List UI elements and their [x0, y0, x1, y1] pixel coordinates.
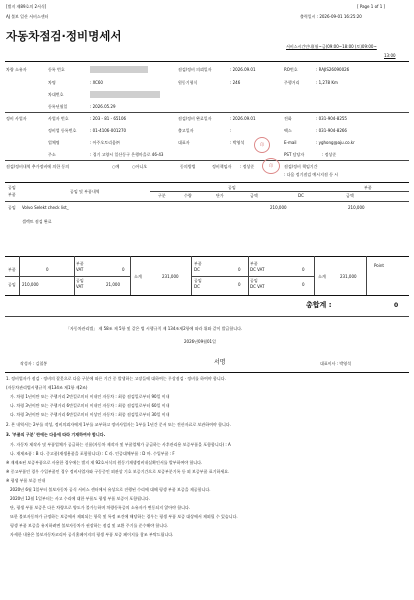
note-1: 1. 정비업자가 점검 · 정비의 잘못으로 다음 구분에 따른 기간 중 발생하는 고장들에 대하여는 무상점검 · 정비를 하여야 합니다. [6, 376, 226, 381]
mileage-value: : 1,278 Km [316, 80, 338, 85]
model-value: : XC60 [90, 80, 103, 85]
grand-total-value: 0 [394, 302, 399, 309]
parts-vat-label: 부품 [76, 261, 84, 266]
divider [5, 61, 409, 62]
row-kind: 공임 [8, 205, 16, 210]
col-sub-dc: DC [298, 193, 304, 198]
redacted-vin [90, 91, 160, 98]
writer-label: 작성자 : 김철봉 [20, 361, 48, 366]
extra-request-label: 점검/정비내역 추가정비에 의한 동의 [6, 164, 70, 169]
row-name: 셀렉트 점검 완료 [22, 219, 52, 224]
col-kind-header-parts: 부품 [8, 192, 16, 197]
biz-no-value: : 203 - 81 - 65106 [90, 116, 127, 121]
page-indicator: [ Page 1 of 1 ] [357, 4, 386, 9]
divider [366, 256, 367, 295]
pst-value: : 정상준 [322, 152, 337, 157]
subtotal-value: 231,000 [162, 274, 179, 279]
business-section-label: 정비 사업자 [6, 116, 27, 121]
note-3a: 가. 자동차 제작사 및 부품업체가 공급하는 신품(자동차 제작자 및 부품업체가 공급하는 사후관리용 보증부품을 포함합니다) : A [10, 442, 231, 447]
parts-dc-vat-label-2: DC VAT [250, 267, 265, 272]
email-value: : yghong@aju.co.kr [316, 140, 355, 145]
col-name-header: 공임 및 부품내역 [70, 189, 100, 194]
fax-label: 팩스 [284, 128, 292, 133]
parts-dc-label: 부품 [194, 261, 202, 266]
parts-dc-vat-label: 부품 [250, 261, 258, 266]
license-value: : 01-4106-001270 [90, 128, 127, 133]
point-label: Point [374, 263, 384, 268]
labor-vat-label: 공임 [76, 278, 84, 283]
ro-value: : RAJIS26090026 [316, 67, 350, 72]
parts-value: 0 [46, 267, 49, 272]
note-warranty-3: 단, 평생 부품 보증은 다른 차량으로 양도가 불가능하며 차량등록증의 소유자가 변동되지 않아야 합니다. [10, 505, 191, 510]
complete-date-label: 점검/정비 완료일자 [178, 116, 212, 121]
engine-label: 원동기형식 [178, 80, 198, 85]
redacted-reg-no [90, 66, 148, 73]
reg-no-label: 등록 번호 [48, 67, 65, 72]
warranty-value: : 다음 정기점검 예시지점 등 시 [284, 172, 339, 177]
phone-value: : 031-904-8255 [316, 116, 347, 121]
mileage-label: 주행거리 [284, 80, 300, 85]
signature-seal: 印 [262, 158, 280, 174]
row-amount: 210,000 [270, 205, 287, 210]
biz-no-label: 사업자 번호 [48, 116, 69, 121]
fax-value: : 031-904-8266 [316, 128, 347, 133]
model-label: 차명 [48, 80, 56, 85]
labor-dc-value: 0 [238, 282, 241, 287]
labor-dc-vat-value: 0 [302, 282, 305, 287]
phone-label: 전화 [284, 116, 292, 121]
company-seal: 印 [254, 137, 270, 153]
note-warranty-title: ※ 평생 부품 보증 안내 [6, 478, 46, 483]
note-remark-1: ※ 재제조된 보증부품으로 사용한 경우에는 별지 제 92호서식의 원동기재생정비내실확인서를 발부하여야 합니다. [6, 460, 203, 465]
col-parts-header: 부품 [364, 185, 372, 190]
note-1c: 다. 차령 3년이만 또는 주행거리 6만킬로미터 이상인 자동차 : 최종 점검일로부터 30일 이내 [10, 412, 170, 417]
warranty-label: 점검/정비 책임기간 [284, 164, 318, 169]
parts-vat-value: 0 [122, 267, 125, 272]
divider [5, 160, 409, 161]
reg-date-label: 등록년월일 [48, 104, 68, 109]
note-1a: 가. 차령 1년이만 또는 주행거리 2만킬로미터 이내인 자동차 : 최종 점검일로부터 90일 이내 [10, 394, 170, 399]
note-warranty-1: 2020년 6월 1일부터 볼보자동차 공식 서비스 센터에서 유상으로 진행된 수리에 대해 평생 부품 보증을 제공합니다. [10, 487, 211, 492]
rep-label: 대표자 [178, 140, 190, 145]
divider [5, 372, 409, 373]
col-kind-header: 공임 [8, 185, 16, 190]
labor-dc-label-2: DC [194, 284, 200, 289]
divider [191, 276, 315, 277]
statement-text: 「자동차관리법」 제 58조 제 5항 및 같은 법 시행규칙 제 134조제2항에 따라 위와 같이 발급합니다. [66, 326, 243, 331]
col-sub-amount: 금액 [250, 193, 258, 198]
col-labor-header: 공임 [228, 185, 236, 190]
note-warranty-5: 평생 부품 보증을 유지하려면 볼보자동차가 권장하는 점검 및 교환 주기를 준수해야 합니다. [10, 523, 169, 528]
parts-label: 부품 [8, 267, 16, 272]
writer-signature: 서명 [214, 359, 226, 366]
sa-label: 정비책임자 [212, 164, 232, 169]
col-sub-net: 금액 [346, 193, 354, 198]
delivery-date-value: : [230, 128, 232, 133]
note-1b: 나. 차령 3년이만 또는 주행거리 6만킬로미터 이내인 자동차 : 최종 점검일로부터 60일 이내 [10, 403, 170, 408]
print-date: 출력일시 : 2026-09-01 16:25:20 [300, 14, 362, 19]
parts-dc-value: 0 [238, 267, 241, 272]
divider [5, 256, 409, 257]
parts-vat-label-2: VAT [76, 267, 84, 272]
address-label: 주소 [48, 152, 56, 157]
engine-value: : 246 [230, 80, 241, 85]
note-2: 2. 본 내역서는 2부를 작성, 정비의뢰자에게 1부를 교부하고 정비사업자는 1부를 1년간 문서 또는 전산자료로 보관하여야 합니다. [6, 422, 231, 427]
col-sub-qty: 수량 [184, 193, 192, 198]
email-label: E-mail [284, 140, 297, 145]
subtotal2-value: 231,000 [340, 274, 357, 279]
license-label: 정비업 등록번호 [48, 128, 77, 133]
divider [5, 201, 409, 202]
agree-no-radio[interactable]: ○아니오 [132, 164, 148, 169]
request-date-value: : 2026.09.01 [230, 67, 256, 72]
divider [5, 276, 131, 277]
rep-signature-label: 대표이사 : 박영석 [320, 361, 351, 366]
center-name: AJ 볼보 일산 서비스센터 [6, 14, 49, 19]
address-value: : 경기 고양시 일산동구 은행마을로 46-43 [90, 152, 164, 157]
note-warranty-2: 2020년 12월 1일부터는 사고 수리에 대한 부품도 평생 부품 보증이 포함됩니다. [10, 496, 150, 501]
labor-dc-vat-label-2: DC VAT [250, 284, 265, 289]
sa-value: : 정상준 [240, 164, 255, 169]
note-3: 3. '부품의 구분' 란에는 다음에 따라 기재하여야 합니다. [6, 432, 106, 437]
subtotal2-label: 소계 [318, 274, 326, 279]
labor-dc-vat-label: 공임 [250, 278, 258, 283]
divider [5, 112, 409, 113]
rep-value: : 박영석 [230, 140, 245, 145]
ro-label: RO번호 [284, 67, 298, 72]
labor-vat-value: 21,000 [106, 282, 120, 287]
agree-yes-radio[interactable]: ○예 [112, 164, 120, 169]
note-warranty-6: 자세한 내용은 볼보자동차코리아 공식홈페이지의 평생 부품 보증 페이지를 참조 부탁드립니다. [10, 532, 174, 537]
note-warranty-4: 또한 볼보자동차가 규정하는 보증에서 제외되는 항목 및 특정 조건에 해당하는 경우는 평생 부품 보증 대상에서 제외될 수 있습니다. [10, 514, 238, 519]
labor-vat-label-2: VAT [76, 284, 84, 289]
col-sub-kind: 구분 [158, 193, 166, 198]
request-date-label: 점검/정비 의뢰일자 [178, 67, 212, 72]
note-remark-2: ※ 중고부품인 경우 수입부품인 경우 정비사업자와 구동중인 외관상 기호 보증기간으로 보증부분기록 등 외 보증부품 표기하세요. [6, 469, 230, 474]
labor-dc-label: 공임 [194, 278, 202, 283]
pst-label: PST 담당자 [284, 152, 305, 157]
divider [5, 316, 409, 317]
company-label: 업체명 [48, 140, 60, 145]
divider [5, 182, 409, 183]
service-hours-cont: 13:00 [384, 53, 396, 58]
reg-date-value: : 2026.05.29 [90, 104, 116, 109]
complete-date-value: : 2026.09.01 [230, 116, 256, 121]
col-sub-unit: 단가 [216, 193, 224, 198]
consent-method-label: 동의방법 [180, 164, 196, 169]
form-label: [별지 제89호의 2서식] [6, 4, 47, 9]
vin-label: 차대번호 [48, 92, 64, 97]
service-hours: 서비스시간안내(월~금)09:00~18:00 (토)09:00~ [286, 44, 377, 49]
owner-section-label: 차량 소유자 [6, 67, 27, 72]
divider [150, 191, 409, 192]
divider [5, 295, 409, 296]
statement-date: 2026년09월01일 [184, 339, 216, 344]
subtotal-label: 소계 [134, 274, 142, 279]
labor-value: 210,000 [22, 282, 39, 287]
grand-total-label: 총합계 : [306, 301, 332, 309]
delivery-date-label: 출고일자 [178, 128, 194, 133]
labor-label: 공임 [8, 282, 16, 287]
company-value: : 아주오토리움㈜ [90, 140, 120, 145]
page-title: 자동차점검·정비명세서 [6, 29, 122, 43]
row-net: 210,000 [348, 205, 365, 210]
note-3b: 나. 재제조품 : B 다. 중고품(재생용품을 포함합니다) : C 라. 인증대체부품 : D 마. 수입부품 : F [10, 451, 175, 456]
parts-dc-vat-value: 0 [302, 267, 305, 272]
note-1-ref: (자동차관리법시행규칙 제134조 제1항 제2조) [6, 385, 88, 390]
parts-dc-label-2: DC [194, 267, 200, 272]
row-name: Volvo Selekt check list_ [22, 205, 69, 210]
